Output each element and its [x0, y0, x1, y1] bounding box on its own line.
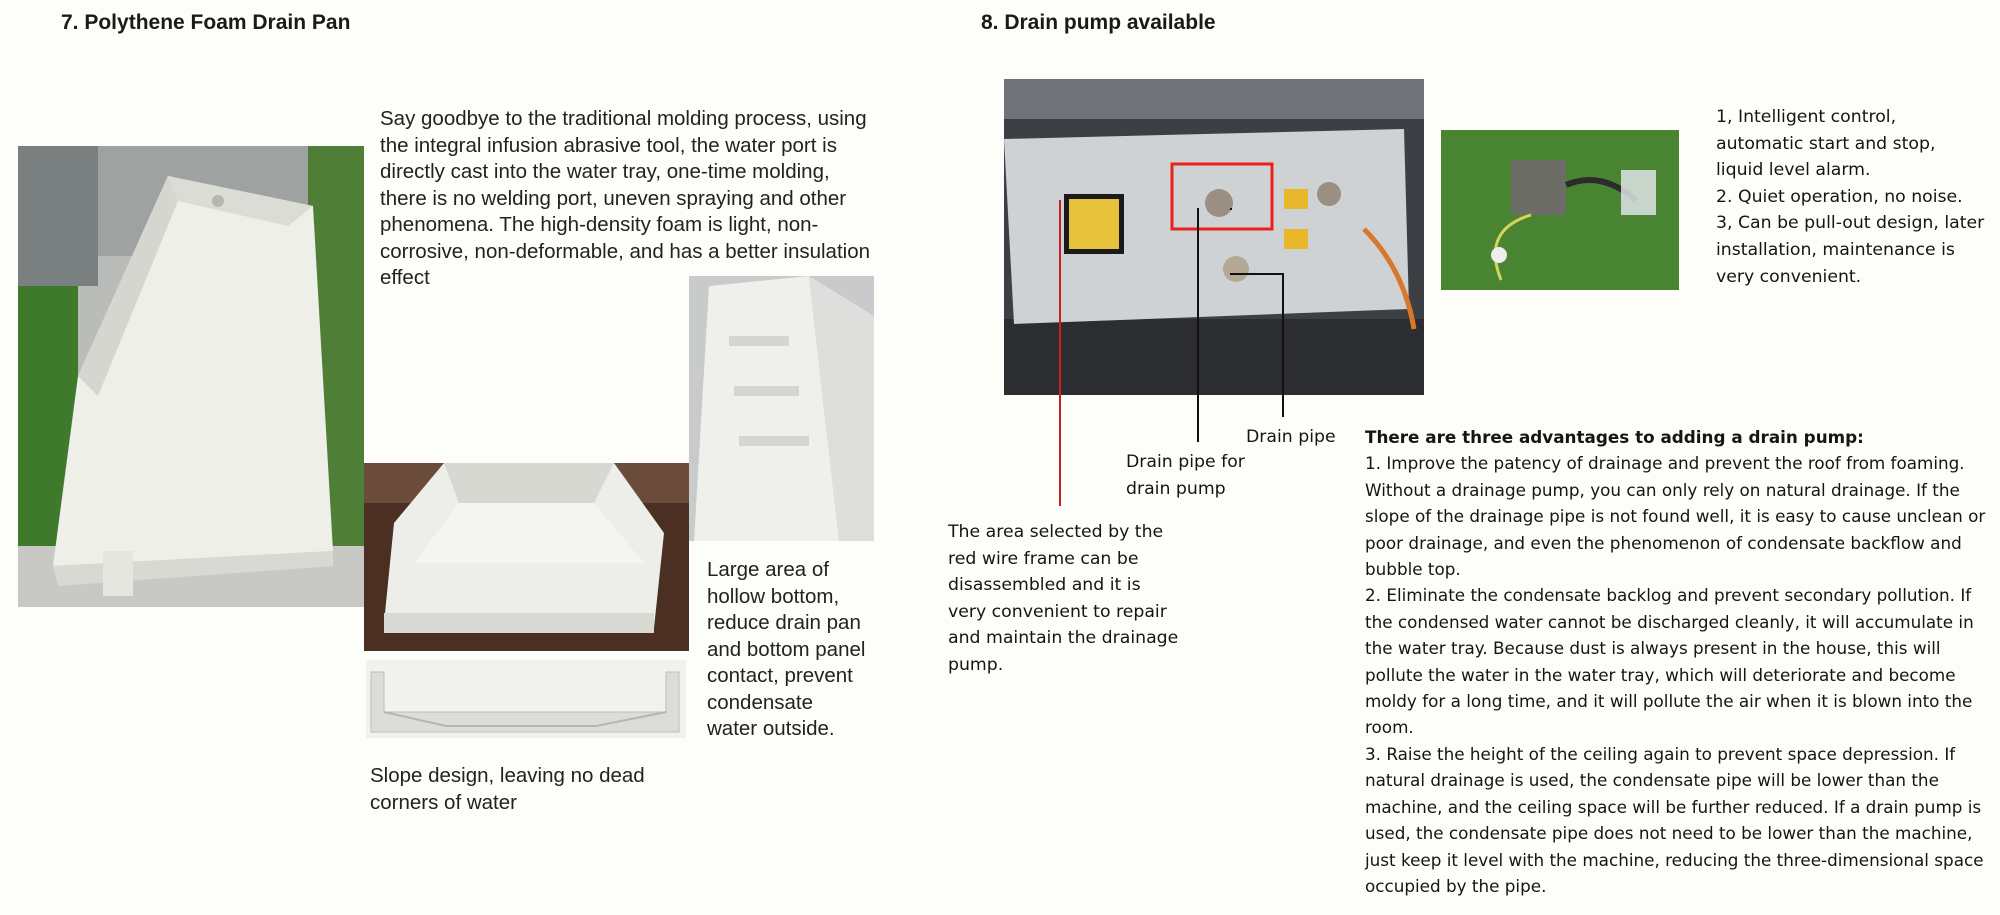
pump-feature-2: 2. Quiet operation, no noise.	[1716, 186, 1963, 207]
drain-pan-on-table-photo	[364, 463, 689, 651]
slope-cross-section-image	[366, 660, 686, 738]
drain-pipe-pointer-line	[1282, 275, 1284, 417]
pump-feature-list	[1716, 104, 1986, 290]
red-frame-note: The area selected by the red wire frame can be disassembled and it is very convenient to repair and maintain the drainage pump.	[948, 522, 1179, 675]
pump-feature-3: 3, Can be pull-out design, later installation, maintenance is very convenient.	[1716, 213, 1985, 287]
pump-feature-1: 1, Intelligent control, automatic start and stop, liquid level alarm.	[1716, 107, 1936, 181]
drain-pipe-label: Drain pipe	[1246, 427, 1336, 447]
drain-pipe-pointer-line-joint	[1230, 208, 1232, 210]
drain-pan-on-grass-photo	[18, 146, 364, 607]
drain-pipe-for-pump-label: Drain pipe for drain pump	[1126, 452, 1245, 499]
drain-pipe-for-pump-pointer-line	[1197, 208, 1199, 442]
section-8-heading: 8. Drain pump available	[981, 11, 1216, 34]
section-7-heading: 7. Polythene Foam Drain Pan	[61, 11, 351, 34]
drain-pump-unit-photo	[1004, 79, 1424, 395]
advantages-title: There are three advantages to adding a drain pump:	[1365, 427, 1864, 447]
red-frame-pointer-line	[1059, 200, 1061, 506]
slope-design-caption: Slope design, leaving no dead corners of water	[370, 764, 645, 814]
foam-pan-vertical-photo	[689, 276, 874, 541]
drain-pump-advantages	[1365, 424, 1997, 899]
advantage-item-1: 1. Improve the patency of drainage and prevent the roof from foaming. Without a drainage pump, you can only rely on natural drainage. If the slope of the drainage pipe is not found well, it is easy to cause unclean or poor drainage, and even the phenomenon of condensate backflow and bubble top.	[1365, 453, 1986, 580]
drain-pipe-pointer-line-horizontal	[1230, 273, 1284, 275]
pump-module-on-grass-photo	[1441, 130, 1679, 290]
foam-pan-intro-text: Say goodbye to the traditional molding process, using the integral infusion abrasive tool, the water port is directly cast into the water tray, one-time molding, there is no welding port, uneven spraying and other phenomena. The high-density foam is light, non-corrosive, non-deformable, and has a better insulation effect	[380, 107, 871, 289]
advantage-item-2: 2. Eliminate the condensate backlog and prevent secondary pollution. If the condensed water cannot be discharged cleanly, it will accumulate in the water tray. Because dust is always present in the house, this will pollute the water in the water tray, which will deteriorate and become moldy for a long time, and it will pollute the air when it is blown into the room.	[1365, 585, 1974, 738]
advantage-item-3: 3. Raise the height of the ceiling again to prevent space depression. If natural drainage is used, the condensate pipe will be lower than the machine, and the ceiling space will be further reduced. If a drain pump is used, the condensate pipe does not need to be lower than the machine, just keep it level with the machine, reducing the three-dimensional space occupied by the pipe.	[1365, 743, 1984, 896]
hollow-bottom-caption: Large area of hollow bottom, reduce drain pan and bottom panel contact, prevent condensate water outside.	[707, 558, 866, 740]
